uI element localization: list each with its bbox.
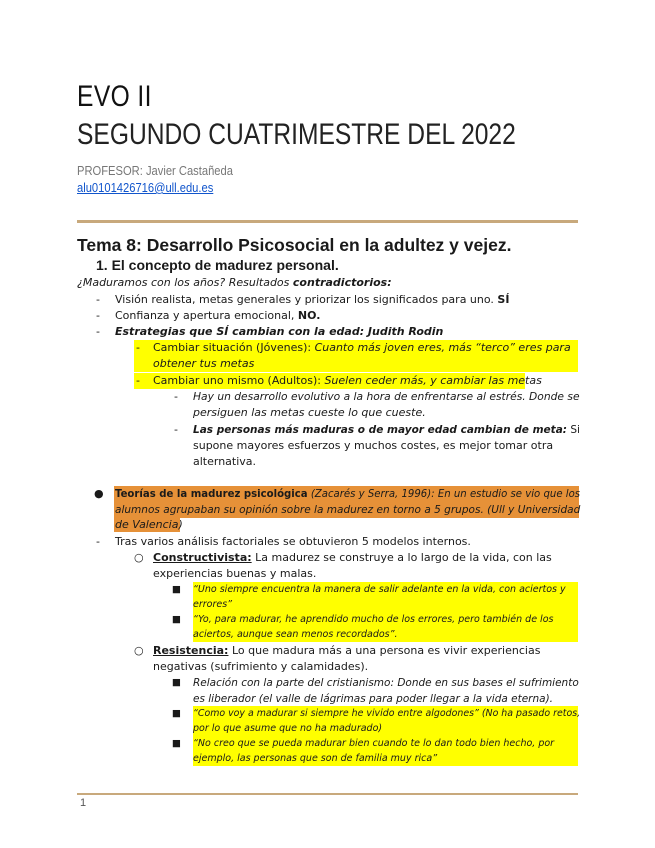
bullet-marker: - <box>96 293 100 306</box>
theory-rest: (Zacarés y Serra, 1996): En un estudio se vio que los <box>307 487 581 500</box>
strategy-marker: - <box>136 341 140 354</box>
sub-bullet-rest: Si <box>567 423 580 436</box>
sub-bullet-line: supone mayores esfuerzos y muchos costes, es mejor tomar otra <box>193 439 554 452</box>
bullet-marker: - <box>96 325 100 338</box>
header-divider <box>77 220 578 223</box>
model-line: experiencias buenas y malas. <box>153 567 317 580</box>
model-line: negativas (sufrimiento y calamidades). <box>153 660 369 673</box>
sub-bullet-line: persiguen las metas cueste lo que cueste. <box>193 406 426 419</box>
footer-divider <box>77 793 578 795</box>
theory-bullet-marker: ● <box>94 487 104 500</box>
quote-line: “Como voy a madurar si siempre he vivido entre algodones” (No ha pasado retos, <box>193 708 581 719</box>
sub-bullet-marker: - <box>174 390 178 403</box>
page-number: 1 <box>80 797 87 809</box>
model-marker: ○ <box>134 644 144 657</box>
quote-line: “Uno siempre encuentra la manera de salir adelante en la vida, con aciertos y <box>193 584 566 595</box>
model-marker: ○ <box>134 551 144 564</box>
strategy-lead: Cambiar situación (Jóvenes): <box>153 341 315 354</box>
model-desc: La madurez se construye a lo largo de la vida, con las <box>251 551 552 564</box>
quote-line: es liberador (el valle de lágrimas para poder llegar a la vida eterna). <box>193 693 554 705</box>
subsection-heading: 1. El concepto de madurez personal. <box>96 257 339 273</box>
sub-bullet-line: Hay un desarrollo evolutivo a la hora de enfrentarse al estrés. Donde se <box>193 390 580 403</box>
strategy-detail: Suelen ceder más, y cambiar las metas <box>324 374 542 387</box>
quote-marker: ■ <box>172 738 181 749</box>
bullet-marker: - <box>96 309 100 322</box>
factorial-text: Tras varios análisis factoriales se obtuvieron 5 modelos internos. <box>115 535 471 548</box>
quote-marker: ■ <box>172 584 181 595</box>
bullet-text: Confianza y apertura emocional, <box>115 309 298 322</box>
email-link[interactable]: alu0101426716@ull.edu.es <box>77 180 214 195</box>
strategy-detail-cont: obtener tus metas <box>153 357 255 370</box>
model-desc: Lo que madura más a una persona es vivir experiencias <box>228 644 541 657</box>
strategy-detail: Cuanto más joven eres, más “terco” eres para <box>314 341 571 354</box>
strategy-item <box>153 373 542 389</box>
sub-bullet-line: alternativa. <box>193 455 257 468</box>
quote-marker: ■ <box>172 677 181 688</box>
sub-bullet-bold: Las personas más maduras o de mayor edad cambian de meta: <box>193 423 568 436</box>
model-name: Constructivista: <box>153 551 252 564</box>
quote-line: aciertos, aunque sean menos recordados”. <box>193 629 398 640</box>
intro-question-text: ¿Maduramos con los años? Resultados <box>77 276 293 289</box>
quote-marker: ■ <box>172 708 181 719</box>
quote-line: “Yo, para madurar, he aprendido mucho de los errores, pero también de los <box>193 614 554 625</box>
theory-bold: Teorías de la madurez psicológica <box>115 487 308 500</box>
model-line <box>153 643 540 659</box>
theory-line <box>115 486 580 502</box>
theory-line: de Valencia) <box>115 518 183 531</box>
quote-line: errores” <box>193 599 233 610</box>
section-heading: Tema 8: Desarrollo Psicosocial en la adultez y vejez. <box>77 235 512 255</box>
theory-line: alumnos agrupaban su opinión sobre la madurez en torno a 5 grupos. (Ull y Universidad <box>115 503 581 516</box>
bullet-bold: SÍ <box>497 293 510 306</box>
quote-marker: ■ <box>172 614 181 625</box>
document-subtitle: SEGUNDO CUATRIMESTRE DEL 2022 <box>77 118 516 151</box>
sub-bullet-marker: - <box>174 423 178 436</box>
intro-question <box>77 275 392 291</box>
strategy-item <box>153 340 571 356</box>
strategy-lead: Cambiar uno mismo (Adultos): <box>153 374 325 387</box>
quote-line: por lo que asume que no ha madurado) <box>193 723 383 734</box>
quote-line: Relación con la parte del cristianismo: Donde en sus bases el sufrimiento <box>193 677 579 689</box>
bullet-bold: NO. <box>297 309 321 322</box>
professor-line: PROFESOR: Javier Castañeda <box>77 163 233 178</box>
bullet-item-strategies: Estrategias que SÍ cambian con la edad: Judith Rodin <box>115 325 444 338</box>
quote-line: “No creo que se pueda madurar bien cuando te lo dan todo bien hecho, por <box>193 738 555 749</box>
strategy-marker: - <box>136 374 140 387</box>
sub-bullet-line <box>193 422 580 438</box>
quote-line: ejemplo, las personas que son de familia muy rica” <box>193 753 438 764</box>
bullet-text: Visión realista, metas generales y priorizar los significados para uno. <box>115 293 498 306</box>
bullet-item <box>115 308 320 324</box>
bullet-marker: - <box>96 535 100 548</box>
model-name: Resistencia: <box>153 644 229 657</box>
intro-question-bold: contradictorios: <box>292 276 392 289</box>
document-title: EVO II <box>77 80 152 113</box>
bullet-item <box>115 292 509 308</box>
model-line <box>153 550 552 566</box>
